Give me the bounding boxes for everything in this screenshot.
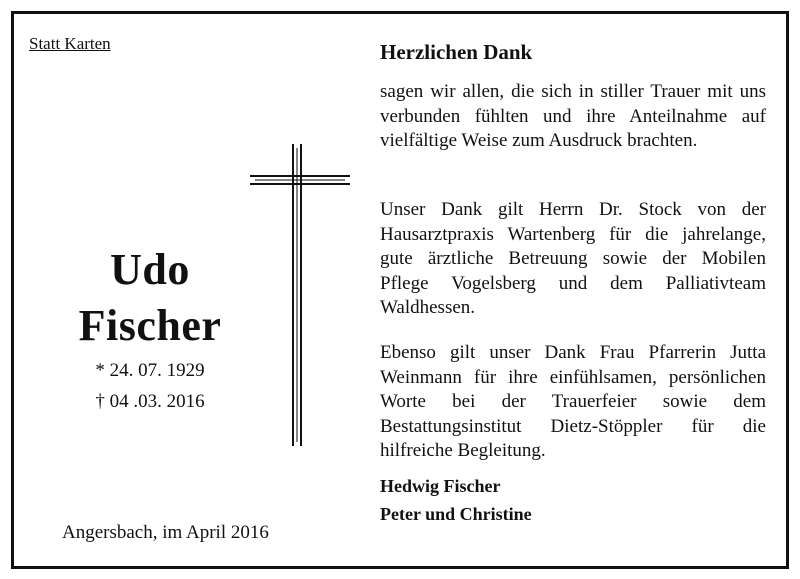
thanks-heading: Herzlichen Dank bbox=[380, 40, 533, 64]
deceased-first-name: Udo bbox=[110, 245, 190, 294]
birth-date: * 24. 07. 1929 bbox=[95, 360, 205, 381]
statt-karten-label: Statt Karten bbox=[29, 34, 111, 53]
deceased-last-name: Fischer bbox=[78, 301, 222, 350]
cross-icon bbox=[246, 140, 354, 450]
signature-line-2: Peter und Christine bbox=[380, 504, 532, 524]
signature-line-1: Hedwig Fischer bbox=[380, 476, 501, 496]
death-date: † 04 .03. 2016 bbox=[95, 391, 205, 412]
thanks-paragraph-1: sagen wir allen, die sich in stiller Trauer mit uns verbunden fühlten und ihre Anteilnahme auf vielfältige Weise zum Ausdruck brachten. bbox=[380, 81, 766, 151]
thanks-paragraph-3: Ebenso gilt unser Dank Frau Pfarrerin Jutta Weinmann für ihre einfühlsamen, persönlichen Worte bei der Trauerfeier sowie dem Bestattungsinstitut Dietz-Stöppler für die hilfreiche Begleitung. bbox=[380, 342, 766, 461]
thanks-paragraph-2: Unser Dank gilt Herrn Dr. Stock von der Hausarztpraxis Wartenberg für die jahrelange, gute ärztliche Betreuung sowie der Mobilen Pflege Vogelsberg und dem Palliativteam Waldhessen. bbox=[380, 199, 766, 318]
place-and-date: Angersbach, im April 2016 bbox=[62, 522, 269, 543]
